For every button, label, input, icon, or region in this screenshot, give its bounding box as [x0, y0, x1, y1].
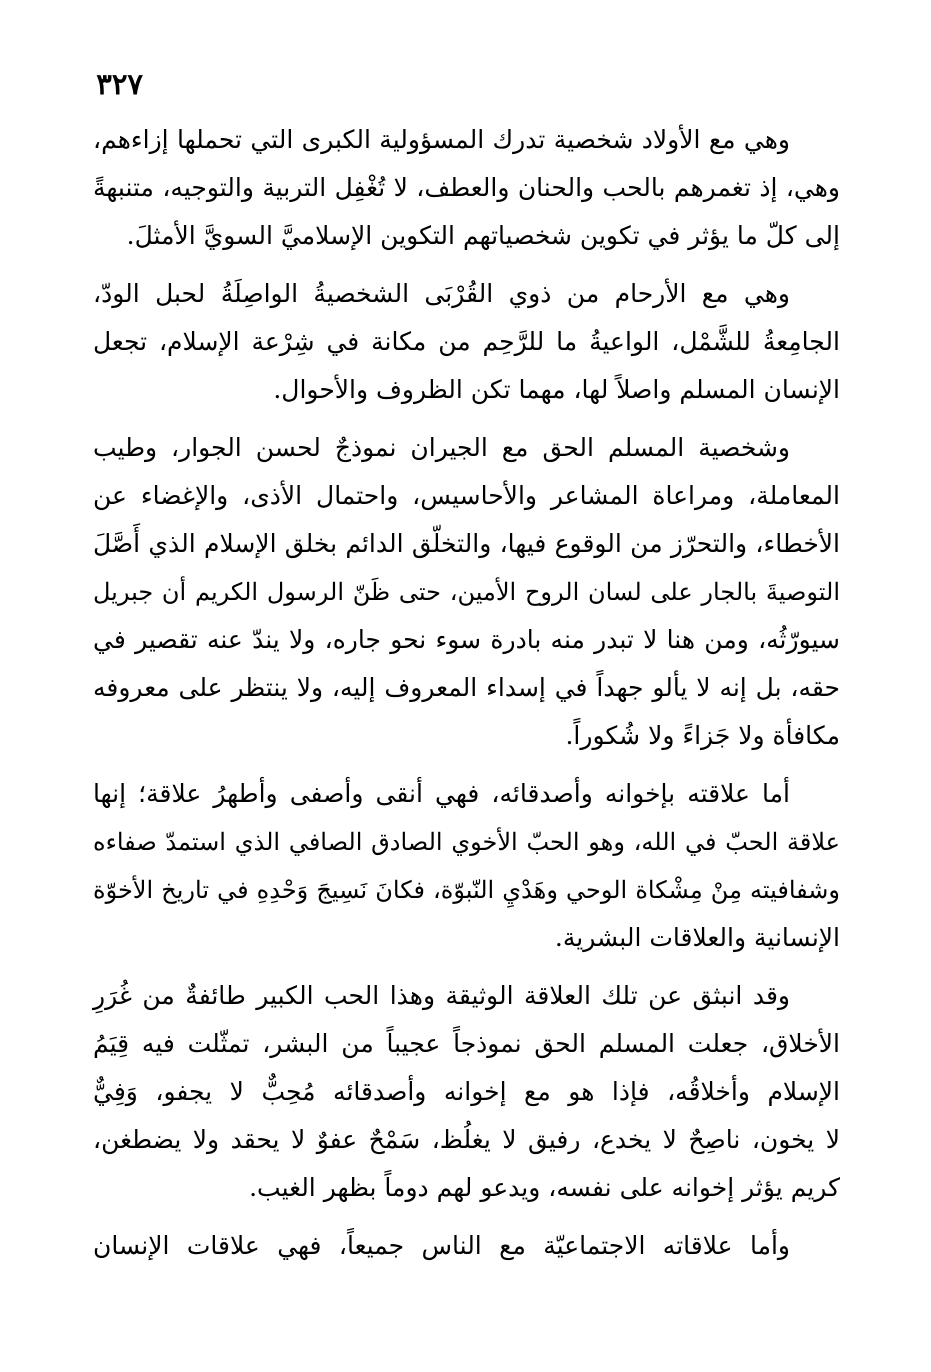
- paragraph-spacer: [93, 962, 840, 972]
- text-line: سيورّثُه، ومن هنا لا تبدر منه بادرة سوء نحو جاره، ولا يندّ عنه تقصير في: [93, 625, 840, 654]
- text-line: إلى كلّ ما يؤثر في تكوين شخصياتهم التكوين الإسلاميَّ السويَّ الأمثلَ.: [126, 221, 840, 250]
- text-line: الإنسانية والعلاقات البشرية.: [554, 923, 840, 952]
- text-line: كريم يؤثر إخوانه على نفسه، ويدعو لهم دوماً بظهر الغيب.: [249, 1173, 840, 1202]
- text-line: الأخطاء، والتحرّز من الوقوع فيها، والتخلّق الدائم بخلق الإسلام الذي أَصَّلَ: [93, 529, 840, 558]
- text-line: وقد انبثق عن تلك العلاقة الوثيقة وهذا الحب الكبير طائفةٌ من غُرَرِ: [93, 981, 790, 1010]
- paragraph-brothers-friends: [93, 770, 840, 962]
- text-line: وأما علاقاته الاجتماعيّة مع الناس جميعاً، فهي علاقات الإنسان: [93, 1231, 790, 1260]
- paragraph-spacer: [93, 1212, 840, 1222]
- paragraph-relatives: [93, 270, 840, 414]
- text-line: وهي، إذ تغمرهم بالحب والحنان والعطف، لا تُغْفِل التربية والتوجيه، متنبهةً: [93, 173, 840, 202]
- paragraph-neighbors: [93, 424, 840, 760]
- page-number: ٣٢٧: [96, 67, 143, 101]
- text-line: الإنسان المسلم واصلاً لها، مهما تكن الظروف والأحوال.: [273, 375, 840, 404]
- paragraph-spacer: [93, 760, 840, 770]
- text-line: التوصيةَ بالجار على لسان الروح الأمين، حتى ظَنّ الرسول الكريم أن جبريل: [93, 578, 840, 606]
- paragraph-spacer: [93, 260, 840, 270]
- page-body-text: [93, 116, 840, 1270]
- text-line: المعاملة، ومراعاة المشاعر والأحاسيس، واحتمال الأذى، والإغضاء عن: [93, 481, 840, 510]
- text-line: وشخصية المسلم الحق مع الجيران نموذجٌ لحسن الجوار، وطيب: [93, 433, 790, 462]
- text-line: الأخلاق، جعلت المسلم الحق نموذجاً عجيباً من البشر، تمثّلت فيه قِيَمُ: [93, 1029, 840, 1058]
- text-line: وشفافيته مِنْ مِشْكاة الوحي وهَدْيِ النّبوّة، فكانَ نَسِيجَ وَحْدِهِ في تاريخ الأخوّة: [93, 876, 840, 904]
- text-line: وهي مع الأولاد شخصية تدرك المسؤولية الكبرى التي تحملها إزاءهم،: [93, 125, 790, 154]
- paragraph-social: [93, 1222, 840, 1270]
- text-line: حقه، بل إنه لا يألو جهداً في إسداء المعروف إليه، ولا ينتظر على معروفه: [93, 673, 840, 702]
- text-line: الإسلام وأخلاقُه، فإذا هو مع إخوانه وأصدقائه مُحِبٌّ لا يجفو، وَفِيٌّ: [93, 1077, 840, 1106]
- text-line: علاقة الحبّ في الله، وهو الحبّ الأخوي الصادق الصافي الذي استمدّ صفاءه: [93, 828, 840, 856]
- paragraph-virtues: [93, 972, 840, 1212]
- text-line: وهي مع الأرحام من ذوي القُرْبَى الشخصيةُ الواصِلَةُ لحبل الودّ،: [93, 279, 790, 308]
- text-line: لا يخون، ناصِحٌ لا يخدع، رفيق لا يغلُظ، سَمْحٌ عفوٌ لا يحقد ولا يضطغن،: [93, 1125, 840, 1154]
- text-line: أما علاقته بإخوانه وأصدقائه، فهي أنقى وأصفى وأطهرُ علاقة؛ إنها: [93, 779, 790, 808]
- text-line: الجامِعةُ للشَّمْل، الواعيةُ ما للرَّحِم من مكانة في شِرْعة الإسلام، تجعل: [93, 327, 840, 356]
- paragraph-spacer: [93, 414, 840, 424]
- text-line: مكافأة ولا جَزاءً ولا شُكوراً.: [565, 721, 840, 750]
- paragraph-children: [93, 116, 840, 260]
